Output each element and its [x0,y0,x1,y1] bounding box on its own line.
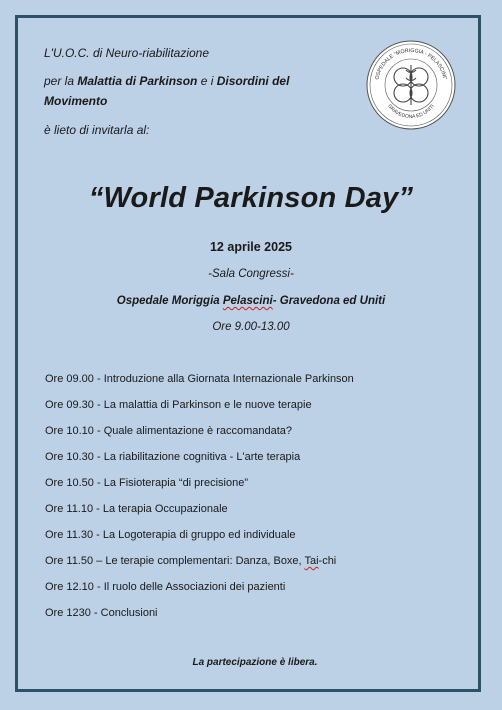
schedule-text-chi: -chi [318,555,337,567]
intro-text: per la [44,74,78,88]
schedule-item: Ore 10.30 - La riabilitazione cognitiva - L'arte terapia [45,451,301,463]
hospital-seal-logo [366,40,456,130]
schedule-item: Ore 1230 - Conclusioni [45,607,158,619]
seal-bottom-text: GRAVEDONA ED UNITI [386,103,436,121]
intro-text: e i [197,74,217,88]
schedule-item: Ore 12.10 - Il ruolo delle Associazioni dei pazienti [45,581,286,593]
intro-line-2 [44,73,289,89]
event-date: 12 aprile 2025 [209,240,292,254]
schedule-item: Ore 09.30 - La malattia di Parkinson e le nuove terapie [45,399,312,411]
schedule-item: Ore 10.50 - La Fisioterapia “di precisione” [45,477,248,489]
intro-disease: Malattia di Parkinson [77,74,198,88]
event-room: -Sala Congressi- [208,268,294,280]
footer-note: La partecipazione è libera. [192,657,318,668]
schedule-text: Ore 11.50 – Le terapie complementari: Danza, Boxe, [45,555,305,567]
intro-line-3 [44,93,107,109]
intro-movement: Movimento [44,94,108,108]
event-hours: Ore 9.00-13.00 [212,321,290,333]
venue-text: - Gravedona ed Uniti [272,295,386,307]
intro-line-1: L'U.O.C. di Neuro-riabilitazione [44,46,210,60]
seal-top-text: OSPEDALE "MORIGGIA - PELASCINI" [374,47,448,81]
schedule-item: Ore 11.30 - La Logoterapia di gruppo ed individuale [45,529,296,541]
schedule-item: Ore 11.10 - La terapia Occupazionale [45,503,228,515]
venue-text: Ospedale Moriggia [116,295,223,307]
intro-disorders: Disordini del [216,74,290,88]
schedule-item: Ore 09.00 - Introduzione alla Giornata Internazionale Parkinson [45,373,354,385]
schedule-text-tai: Tai [304,555,319,567]
venue-name: Pelascini [222,295,273,307]
schedule-item [45,555,336,567]
event-venue [0,295,502,307]
schedule-item: Ore 10.10 - Quale alimentazione è raccomandata? [45,425,293,437]
intro-line-4: è lieto di invitarla al: [44,123,150,137]
event-title: “World Parkinson Day” [88,182,414,214]
